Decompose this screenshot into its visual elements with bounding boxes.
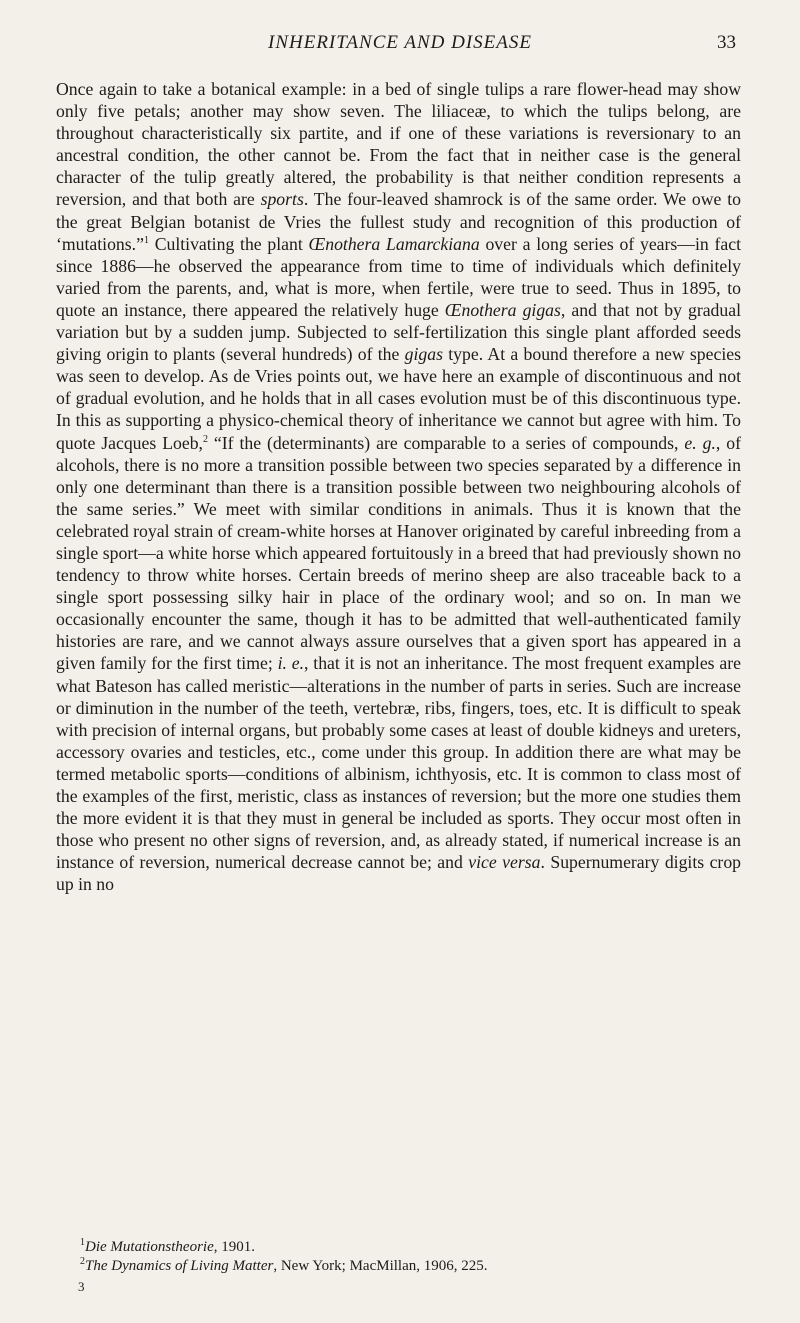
text-run: “If the (determinants) are comparable to a series of compounds, (207, 432, 685, 453)
text-run: . The four-leaved shamrock is of the same order. We owe to the great Belgian botanist de Vries the fullest study and recognition of this production of ‘mutations.” (56, 189, 741, 254)
text-run: . Supernumerary digits crop up in no (56, 852, 742, 895)
footnote-mark: 2 (80, 1256, 85, 1267)
text-run: Cultivating the plant (148, 233, 309, 254)
text-run: , that it is not an inheritance. The most frequent examples are what Bateson has called meristic—alterations in the number of parts in series. Such are increase or diminution in the number of the teeth, vertebræ, ribs, fingers, toes, etc. It is difficult to speak with precision of internal organs, but probably some cases at least of double kidneys and ureters, accessory ovaries and testicles, etc., come under this group. In addition there are what may be termed metabolic sports—conditions of albinism, ichthyosis, etc. It is common to class most of the examples of the first, meristic, class as instances of reversion; but the more one studies them the more evident it is that they must in general be included as sports. They occur most often in those who present no other signs of reversion, and, as already stated, if numerical increase is an instance of reversion, numerical decrease cannot be; and (56, 653, 741, 873)
italic-run: gigas (404, 344, 443, 365)
text-run: type. At a bound therefore a new species was seen to develop. As de Vries points out, we have here an example of discontinuous and not of gradual evolution, and he holds that in all cases evolution must be of this discontinuous type. In this as supporting a physico-chemical theory of inheritance we cannot but agree with him. To quote Jacques Loeb, (56, 344, 742, 453)
footnote-text: , 1901. (213, 1239, 255, 1255)
footnote-mark: 1 (80, 1237, 85, 1248)
footnote-text: , New York; MacMillan, 1906, 225. (273, 1258, 488, 1274)
footnote-title: The Dynamics of Living Matter (85, 1258, 274, 1274)
italic-run: vice versa (468, 852, 541, 873)
footnote-2 (80, 1257, 741, 1276)
italic-run: sports (260, 189, 304, 210)
italic-run: e. g. (684, 432, 716, 453)
text-run: , of alcohols, there is no more a transition possible between two species separated by a difference in only one determinant than there is a transition possible between two neighbouring alcohols of the same series.” We meet with similar conditions in animals. Thus it is known that the celebrated royal strain of cream-white horses at Hanover originated by careful inbreeding from a single sport—a white horse which appeared fortuitously in a breed that had previously shown no tendency to throw white horses. Certain breeds of merino sheep are also traceable back to a single sport possessing silky hair in place of the ordinary wool; and so on. In man we occasionally encounter the same, though it has to be admitted that well-authenticated family histories are rare, and we cannot always assure ourselves that a given sport has appeared in a given family for the first time; (56, 432, 741, 674)
footnote-title: Die Mutationstheorie (85, 1239, 214, 1255)
text-run: over a long series of years—in fact since 1886—he observed the appearance from time to time of individuals which definitely varied from the parents, and, what is more, when fertile, were true to seed. Thus in 1895, to quote an instance, there appeared the relatively huge (56, 233, 742, 320)
footnote-ref-1: 1 (143, 234, 149, 246)
page-number: 33 (717, 32, 736, 53)
footnote-1 (80, 1238, 741, 1257)
text-run: , and that not by gradual variation but by a sudden jump. Subjected to self-fertilization this single plant afforded seeds giving origin to plants (several hundreds) of the (56, 299, 742, 365)
italic-run: Œnothera Lamarckiana (308, 233, 480, 254)
italic-run: i. e. (277, 653, 305, 674)
text-run: Once again to take a botanical example: in a bed of single tulips a rare flower-head may show only five petals; another may show seven. The liliaceæ, to which the tulips belong, are throughout characteristically six partite, and if one of these variations is reversionary to an ancestral condition, the other cannot be. From the fact that in neither case is the general character of the tulip greatly altered, the probability is that neither condition represents a reversion, and that both are (56, 79, 741, 210)
footnote-ref-2: 2 (202, 433, 208, 445)
footnotes (56, 1238, 741, 1276)
signature-mark: 3 (78, 1279, 85, 1294)
running-head (64, 30, 736, 60)
running-title: INHERITANCE AND DISEASE (268, 32, 532, 53)
body-paragraph (56, 78, 741, 895)
italic-run: Œnothera gigas (444, 299, 561, 320)
